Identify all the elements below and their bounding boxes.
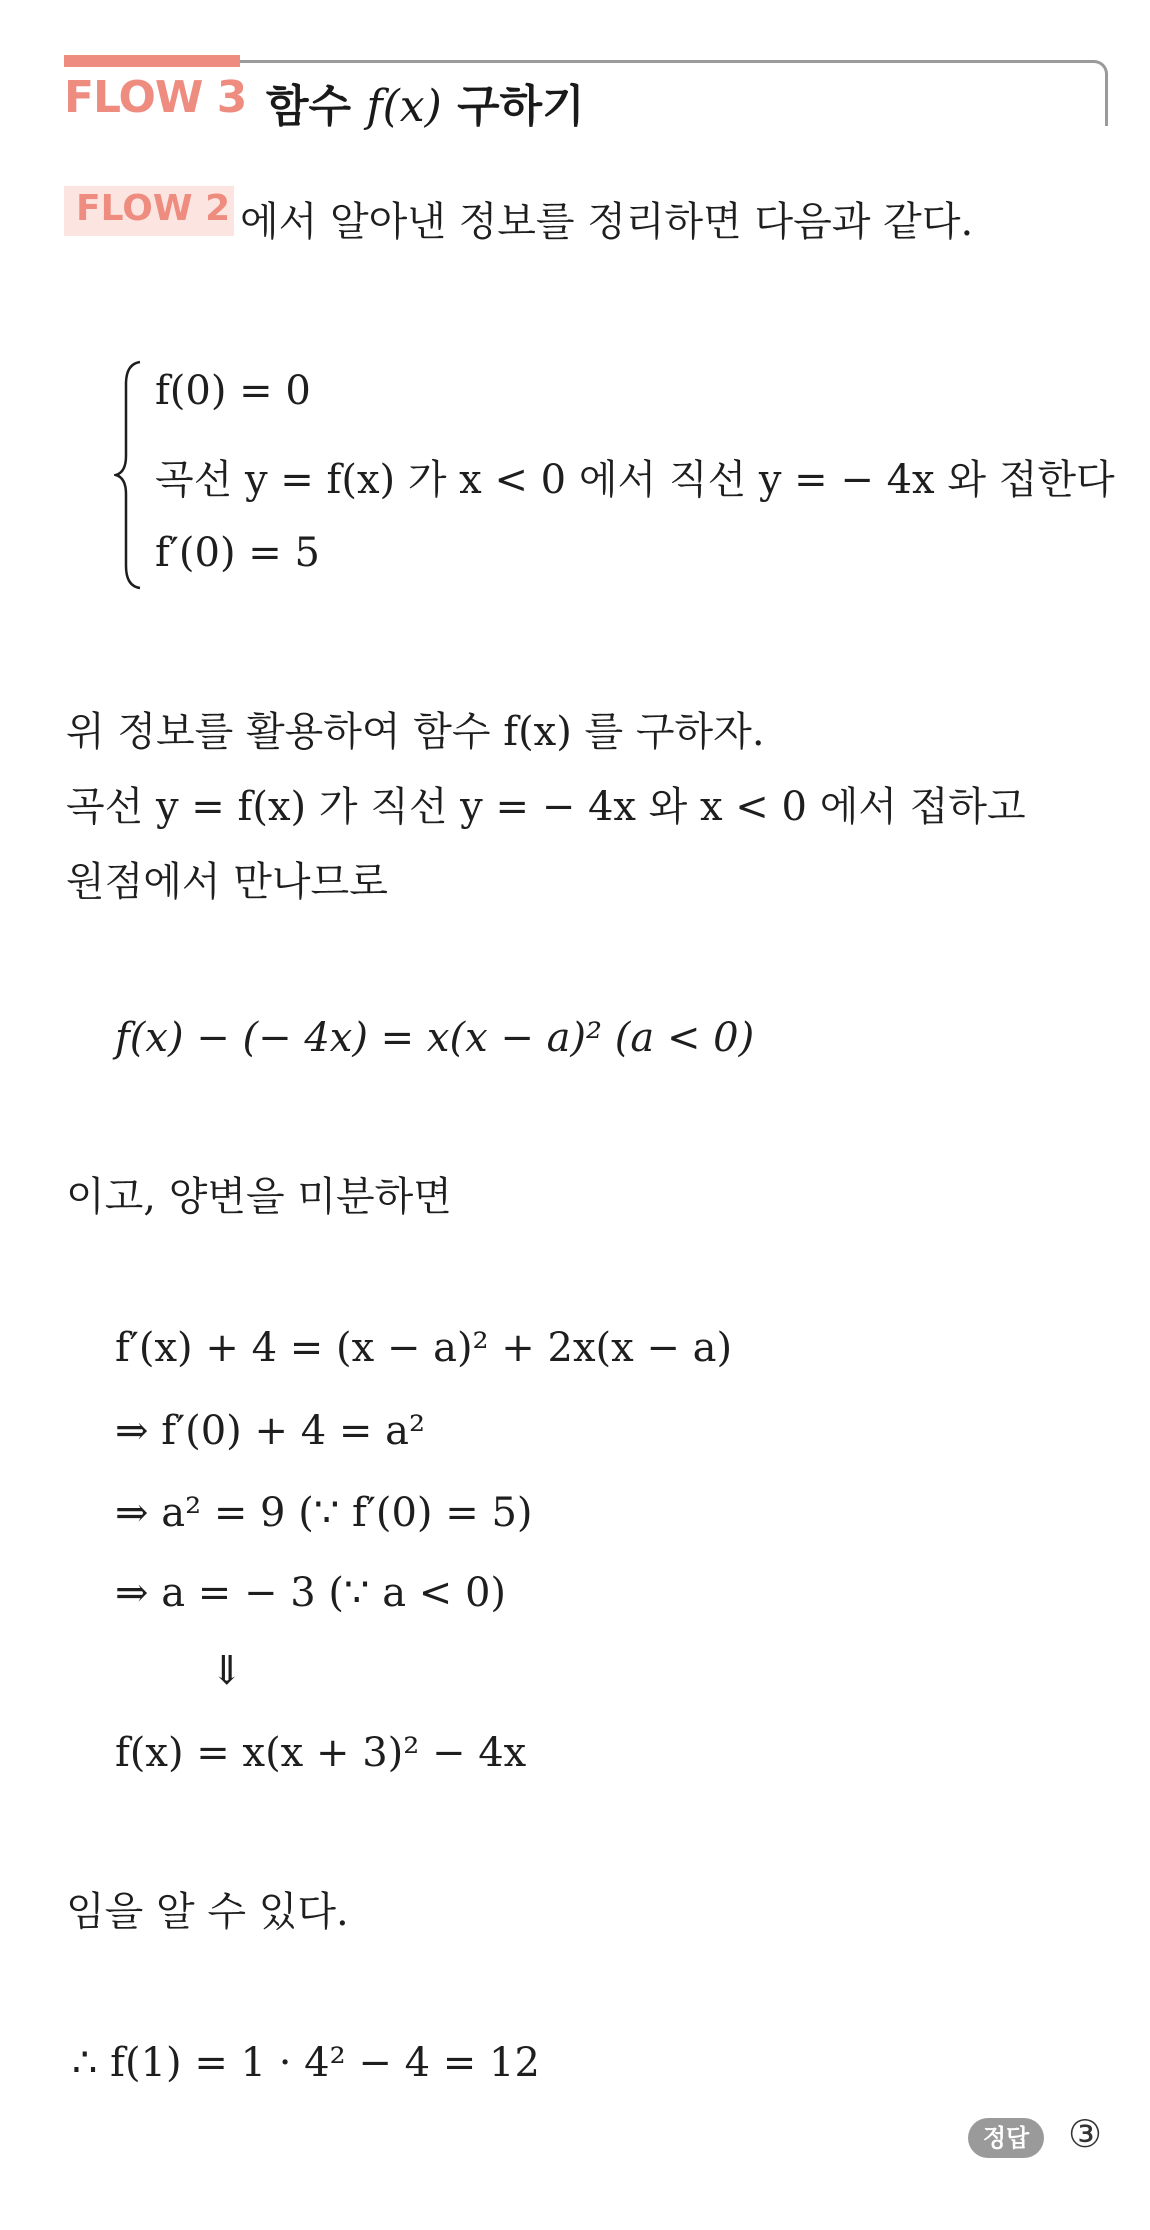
flow2-chip-label: FLOW 2	[76, 188, 231, 229]
title-suffix: 구하기	[441, 81, 585, 132]
paragraph-1-line-3: 원점에서 만나므로	[66, 859, 388, 905]
condition-1: f(0) = 0	[155, 368, 311, 414]
paragraph-1-line-1: 위 정보를 활용하여 함수 f(x) 를 구하자.	[66, 709, 765, 755]
paragraph-1-line-2: 곡선 y = f(x) 가 직선 y = − 4x 와 x < 0 에서 접하고	[66, 784, 1026, 830]
derivation-step-3: ⇒ a² = 9 (∵ f′(0) = 5)	[115, 1490, 533, 1536]
section-title	[266, 70, 585, 134]
condition-3: f′(0) = 5	[155, 530, 320, 576]
derivation-result: f(x) = x(x + 3)² − 4x	[115, 1730, 527, 1776]
paragraph-3: 임을 알 수 있다.	[66, 1889, 349, 1935]
double-down-arrow: ⇓	[210, 1648, 244, 1694]
derivation-step-4: ⇒ a = − 3 (∵ a < 0)	[115, 1570, 507, 1616]
equation-1: f(x) − (− 4x) = x(x − a)² (a < 0)	[115, 1015, 755, 1061]
derivation-step-2: ⇒ f′(0) + 4 = a²	[115, 1408, 425, 1454]
conclusion: ∴ f(1) = 1 · 4² − 4 = 12	[72, 2040, 540, 2086]
title-prefix: 함수	[266, 81, 367, 132]
paragraph-2: 이고, 양변을 미분하면	[66, 1174, 452, 1220]
answer-badge: 정답	[968, 2118, 1044, 2158]
intro-text: 에서 알아낸 정보를 정리하면 다음과 같다.	[240, 199, 974, 245]
condition-2: 곡선 y = f(x) 가 x < 0 에서 직선 y = − 4x 와 접한다	[155, 457, 1115, 503]
flow-label: FLOW 3	[64, 72, 247, 123]
curly-brace	[114, 360, 144, 590]
answer-number: ③	[1068, 2112, 1103, 2156]
title-function: f(x)	[366, 81, 442, 132]
derivation-step-1: f′(x) + 4 = (x − a)² + 2x(x − a)	[115, 1325, 733, 1371]
flow-accent-bar	[64, 55, 240, 67]
